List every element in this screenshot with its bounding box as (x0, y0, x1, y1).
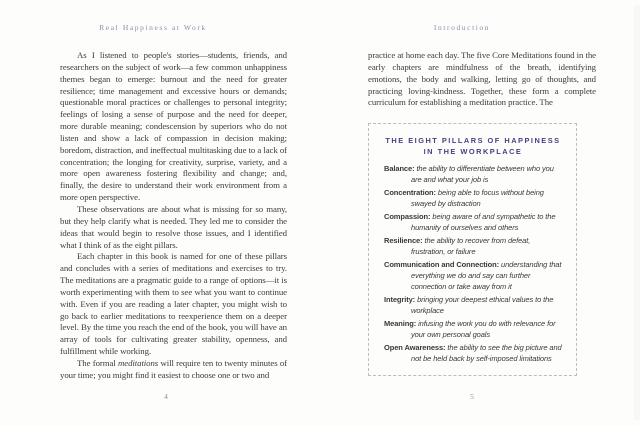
pillar-definition: the ability to recover from defeat, frustration, or failure (411, 236, 531, 257)
paragraph: Each chapter in this book is named for one of these pillars and concludes with a series of meditations and exercises to try. The meditations are a pragmatic guide to a range of options—it is worth experimenting with them to see what you want to continue with. Even if you are reading a later chapter, you might wish to go back to earlier meditations to reexperience them on a deeper level. By the time you reach the end of the book, you will have an array of tools for cultivating greater stability, openness, and fulfillment while working. (60, 251, 287, 357)
paragraph: practice at home each day. The five Core Meditations found in the early chapters are mindfulness of the breath, identifying emotions, the body and walking, letting go of thoughts, and practicing loving-kindness. Together, these form a complete curriculum for establishing a meditation practice. The (368, 50, 596, 108)
pillars-box-title (384, 136, 562, 157)
pillars-list (384, 164, 562, 365)
pillar-definition: the ability to differentiate between who you are and what your job is (411, 164, 554, 184)
pillars-box-title-line: THE EIGHT PILLARS OF HAPPINESS (385, 136, 561, 145)
pillar-item (384, 319, 562, 341)
pillars-box-title-line: IN THE WORKPLACE (423, 146, 523, 156)
pillar-item (384, 343, 562, 365)
page-number-right: 5 (470, 392, 474, 401)
pillar-item (384, 260, 562, 292)
paragraph: As I listened to people's stories—students, friends, and researchers on the subject of work—a few common unhappiness themes began to emerge: burnout and the need for greater resilience; time management and excessive hours or demands; questionable moral practices or challenges to personal integrity; feelings of losing a sense of purpose and the need for deeper, more durable meaning; condescension by superiors who do not listen and show a lack of compassion in decision making; boredom, distraction, and ineffectual multitasking due to a lack of concentration; the longing for creativity, surprise, variety, and a more open awareness fostering flexibility and change; and, finally, the desire to understand their work environment from a more open perspective. (60, 50, 287, 203)
right-page-body (368, 50, 596, 109)
paragraph: The formal meditations will require ten to twenty minutes of your time; you might find it easiest to choose one or two and (60, 357, 287, 380)
page-edge-texture (634, 6, 640, 420)
pillar-term: Meaning: (384, 319, 417, 329)
pillar-term: Open Awareness: (384, 343, 446, 353)
pillar-term: Resilience: (384, 236, 423, 246)
pillar-term: Concentration: (384, 188, 436, 198)
pillar-term: Communication and Connection: (384, 260, 500, 270)
paragraph: These observations are about what is missing for so many, but they help clarify what is needed. They led me to consider the ideas that would begin to resolve those issues, and I identified what I think of as the eight pillars. (60, 203, 287, 250)
pillars-box (368, 123, 577, 376)
right-page (320, 0, 640, 426)
pillar-item (384, 295, 562, 317)
pillar-definition: being able to focus without being swayed by distraction (411, 188, 544, 208)
pillar-term: Compassion: (384, 212, 431, 222)
pillar-term: Balance: (384, 164, 415, 173)
pillar-definition: understanding that everything we do and say can further connection or take away from it (411, 260, 562, 291)
pillar-term: Integrity: (384, 295, 416, 305)
pillar-definition: bringing your deepest ethical values to the workplace (411, 295, 554, 316)
running-head-left: Real Happiness at Work (99, 23, 207, 32)
pillar-definition: infusing the work you do with relevance for your own personal goals (411, 319, 556, 340)
left-page-body (60, 50, 287, 382)
pillar-item (384, 212, 562, 234)
pillar-item (384, 236, 562, 258)
page-number-left: 4 (164, 392, 168, 401)
pillar-definition: the ability to see the big picture and not be held back by self-imposed limitations (411, 343, 562, 364)
pillar-item (384, 188, 562, 210)
running-head-right: Introduction (433, 23, 491, 32)
pillar-definition: being aware of and sympathetic to the humanity of ourselves and others (411, 212, 556, 232)
pillar-item (384, 164, 562, 186)
